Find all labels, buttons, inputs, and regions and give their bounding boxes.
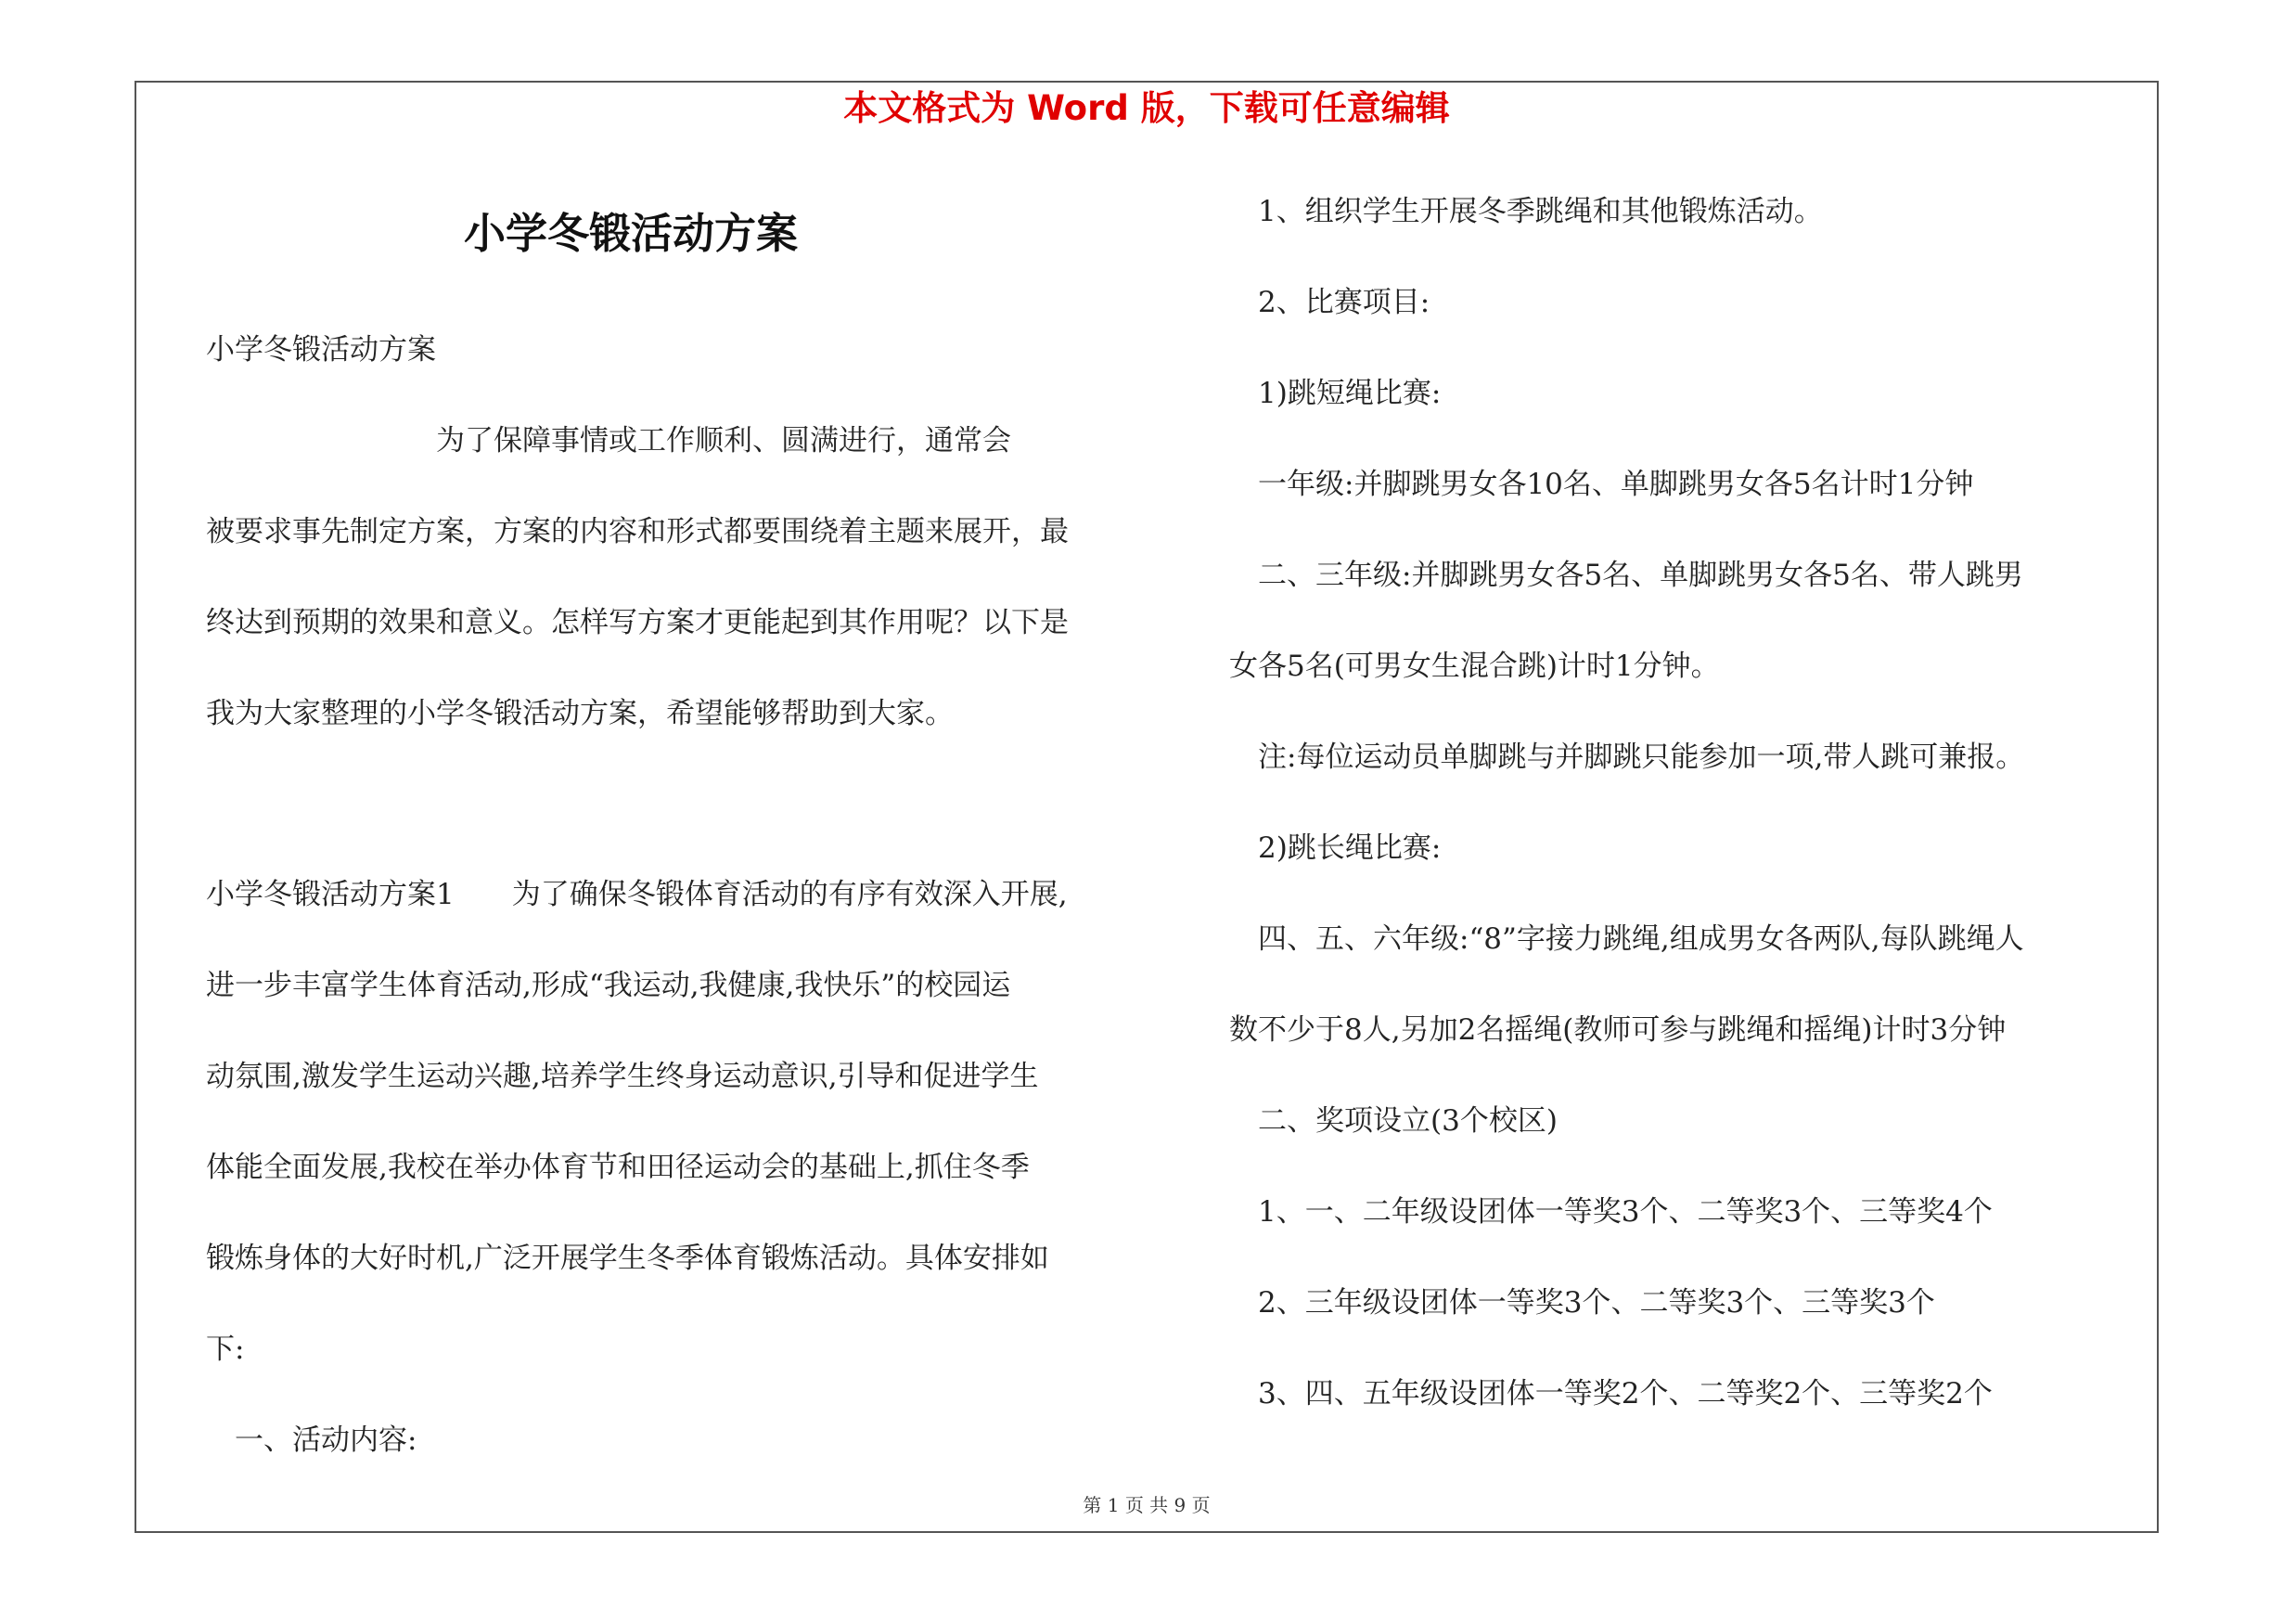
paragraph-line: 动氛围,激发学生运动兴趣,培养学生终身运动意识,引导和促进学生 <box>206 1060 1039 1093</box>
paragraph-line: 女各5名(可男女生混合跳)计时1分钟。 <box>1229 650 1720 683</box>
paragraph-line: 2、比赛项目: <box>1229 286 1430 319</box>
paragraph-line: 一年级:并脚跳男女各10名、单脚跳男女各5名计时1分钟 <box>1229 468 1974 501</box>
paragraph-line: 为了保障事情或工作顺利、圆满进行，通常会 <box>206 424 1011 457</box>
format-banner: 本文格式为 Word 版，下载可任意编辑 <box>843 88 1450 128</box>
paragraph-line: 被要求事先制定方案，方案的内容和形式都要围绕着主题来展开，最 <box>206 515 1069 548</box>
paragraph-line: 数不少于8人,另加2名摇绳(教师可参与跳绳和摇绳)计时3分钟 <box>1229 1013 2007 1047</box>
paragraph-line: 小学冬锻活动方案1 为了确保冬锻体育活动的有序有效深入开展, <box>206 878 1068 911</box>
paragraph-line: 我为大家整理的小学冬锻活动方案，希望能够帮助到大家。 <box>206 697 954 730</box>
document-title: 小学冬锻活动方案 <box>463 209 798 258</box>
paragraph-line: 注:每位运动员单脚跳与并脚跳只能参加一项,带人跳可兼报。 <box>1229 741 2025 774</box>
paragraph-line: 体能全面发展,我校在举办体育节和田径运动会的基础上,抓住冬季 <box>206 1151 1030 1184</box>
paragraph-line: 小学冬锻活动方案 <box>206 333 436 367</box>
paragraph-line: 下: <box>206 1333 245 1366</box>
paragraph-line: 2)跳长绳比赛: <box>1229 831 1442 865</box>
section-heading: 一、活动内容: <box>206 1423 417 1457</box>
paragraph-line: 进一步丰富学生体育活动,形成“我运动,我健康,我快乐”的校园运 <box>206 969 1011 1002</box>
section-heading: 二、奖项设立(3个校区) <box>1229 1104 1558 1138</box>
paragraph-line: 1、一、二年级设团体一等奖3个、二等奖3个、三等奖4个 <box>1229 1195 1993 1229</box>
paragraph-line: 1、组织学生开展冬季跳绳和其他锻炼活动。 <box>1229 195 1823 228</box>
paragraph-line: 终达到预期的效果和意义。怎样写方案才更能起到其作用呢？以下是 <box>206 606 1069 639</box>
paragraph-line: 四、五、六年级:“8”字接力跳绳,组成男女各两队,每队跳绳人 <box>1229 922 2024 956</box>
paragraph-line: 二、三年级:并脚跳男女各5名、单脚跳男女各5名、带人跳男 <box>1229 559 2023 592</box>
paragraph-line: 锻炼身体的大好时机,广泛开展学生冬季体育锻炼活动。具体安排如 <box>206 1242 1049 1275</box>
page-number-footer: 第 1 页 共 9 页 <box>1083 1494 1211 1516</box>
paragraph-line: 1)跳短绳比赛: <box>1229 377 1442 410</box>
paragraph-line: 2、三年级设团体一等奖3个、二等奖3个、三等奖3个 <box>1229 1286 1935 1320</box>
paragraph-line: 3、四、五年级设团体一等奖2个、二等奖2个、三等奖2个 <box>1229 1377 1993 1410</box>
